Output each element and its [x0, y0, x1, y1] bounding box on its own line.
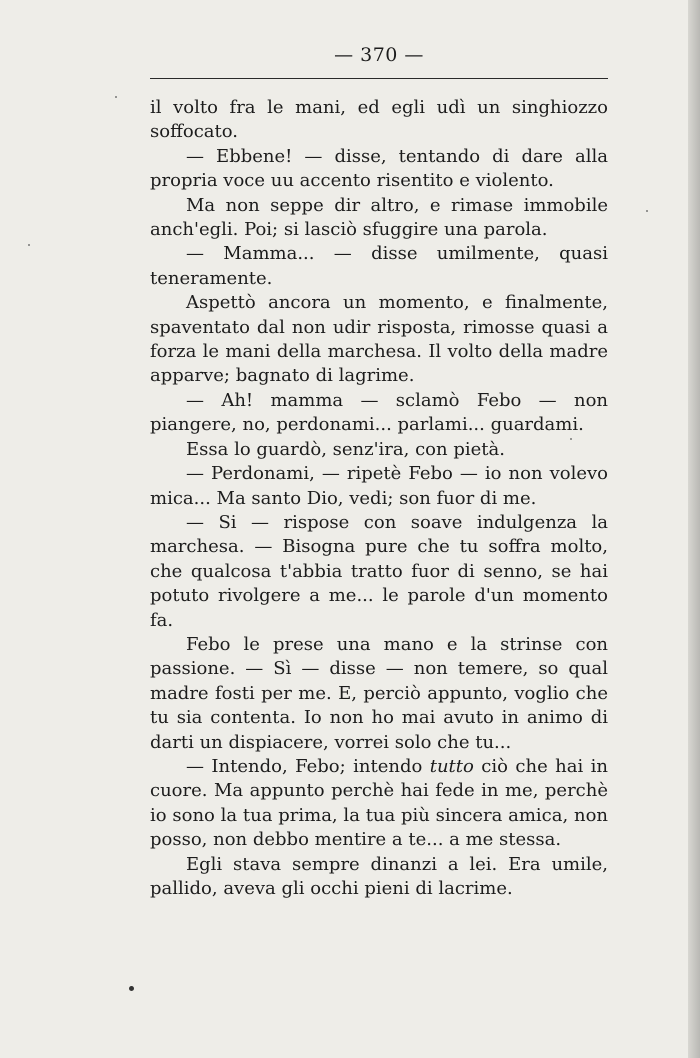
page-edge-shadow	[688, 0, 700, 1058]
paragraph-12: Egli stava sempre dinanzi a lei. Era umile, pallido, aveva gli occhi pieni di lacrime.	[150, 853, 608, 899]
paragraph-1: il volto fra le mani, ed egli udì un singhiozzo soffocato.	[150, 97, 608, 143]
paragraph-11-text-a: — Intendo, Febo; intendo	[186, 755, 430, 777]
paper-speck	[570, 438, 572, 440]
header-rule	[150, 78, 608, 79]
paragraph-4: — Mamma... — disse umilmente, quasi teneramente.	[150, 243, 608, 289]
paragraph-11-italic-word: tutto	[429, 755, 474, 777]
paragraph-5: Aspettò ancora un momento, e finalmente, spaventato dal non udir risposta, rimosse quasi a forza le mani della marchesa. Il volto della madre apparve; bagnato di lagrime.	[150, 292, 608, 387]
paragraph-8: — Perdonami, — ripetè Febo — io non volevo mica... Ma santo Dio, vedi; son fuor di me.	[150, 463, 608, 509]
paragraph-9: — Si — rispose con soave indulgenza la marchesa. — Bisogna pure che tu soffra molto, che qualcosa t'abbia tratto fuor di senno, se hai potuto rivolgere a me... le parole d'un momento fa.	[150, 511, 608, 631]
ink-dot	[129, 986, 134, 991]
paragraph-11-text-b: ciò che hai in cuore. Ma appunto perchè hai fede in me, perchè io sono la tua prima, la tua più sincera amica, non posso, non debbo mentire a te... a me stessa.	[150, 755, 608, 851]
paragraph-11	[150, 755, 608, 853]
paper-speck	[646, 210, 648, 212]
paragraph-6: — Ah! mamma — sclamò Febo — non piangere, no, perdonami... parlami... guardami.	[150, 389, 608, 436]
paragraph-10: Febo le prese una mano e la strinse con passione. — Sì — disse — non temere, so qual madre fosti per me. E, perciò appunto, voglio che tu sia contenta. Io non ho mai avuto in animo di darti un dispiacere, vorrei solo che tu...	[150, 633, 608, 753]
page-number: — 370 —	[334, 44, 424, 66]
paragraph-2: — Ebbene! — disse, tentando di dare alla propria voce uu accento risentito e violento.	[150, 145, 608, 192]
paper-speck	[28, 244, 30, 246]
body-text	[150, 96, 608, 901]
paragraph-7: Essa lo guardò, senz'ira, con pietà.	[186, 438, 505, 460]
paper-speck	[115, 96, 117, 98]
paragraph-3: Ma non seppe dir altro, e rimase immobile anch'egli. Poi; si lasciò sfuggire una parola.	[150, 194, 608, 241]
